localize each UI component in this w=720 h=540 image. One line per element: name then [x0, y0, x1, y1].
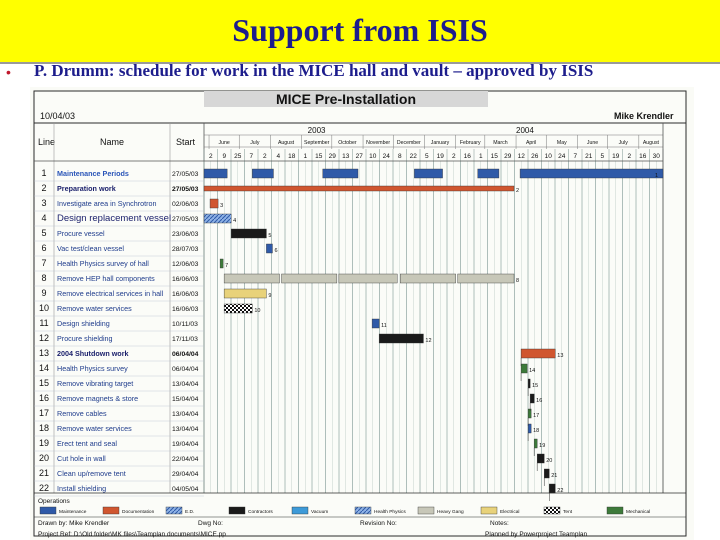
gantt-chart: [30, 87, 694, 540]
gantt-bar-row-17: [528, 409, 531, 418]
week-label: 2: [208, 153, 213, 160]
bar-end-label: 6: [274, 248, 278, 254]
gantt-bar-row-14: [521, 364, 527, 373]
bar-end-label: 2: [516, 188, 520, 194]
row-name: Remove electrical services in hall: [57, 289, 164, 298]
week-label: 18: [288, 153, 296, 160]
week-label: 5: [600, 153, 605, 160]
row-name: Remove HEP hall components: [57, 274, 155, 283]
row-name: Design shielding: [57, 319, 110, 328]
footer-planned-by: Planned by Powerproject Teamplan: [485, 531, 588, 538]
gantt-bar-row-9: [224, 289, 266, 298]
week-label: 1: [478, 153, 483, 160]
week-label: 4: [276, 153, 281, 160]
gantt-bar-row-3: [210, 199, 218, 208]
row-line-number: 18: [38, 423, 50, 433]
week-label: 24: [382, 153, 390, 160]
row-line-number: 13: [38, 348, 50, 358]
row-start-date: 27/05/03: [172, 186, 199, 193]
row-start-date: 16/06/03: [172, 306, 199, 313]
chart-author: Mike Krendler: [614, 111, 674, 121]
row-name: Remove water services: [57, 304, 132, 313]
bar-end-label: 17: [533, 413, 540, 419]
row-start-date: 10/11/03: [172, 321, 198, 328]
row-name: 2004 Shutdown work: [57, 349, 129, 358]
legend-section-label: Operations: [38, 498, 70, 505]
bar-end-label: 12: [425, 338, 432, 344]
week-label: 25: [234, 153, 242, 160]
month-label: June: [218, 140, 230, 146]
bar-end-label: 14: [529, 368, 536, 374]
year-label-2004: 2004: [516, 126, 534, 135]
row-name: Investigate area in Synchrotron: [57, 199, 157, 208]
row-start-date: 29/04/04: [172, 471, 199, 478]
legend-label: Tent: [563, 510, 573, 515]
gantt-bar-row-1: [478, 169, 499, 178]
row-name: Cut hole in wall: [57, 454, 106, 463]
week-label: 30: [652, 153, 660, 160]
legend-label: Documentation: [122, 510, 155, 515]
row-line-number: 6: [41, 243, 47, 253]
bar-end-label: 19: [539, 443, 546, 449]
row-line-number: 21: [38, 468, 50, 478]
week-label: 21: [585, 153, 593, 160]
slide-title: Support from ISIS: [232, 12, 488, 48]
legend-swatch: [292, 507, 308, 514]
month-label: July: [250, 140, 260, 146]
week-label: 22: [409, 153, 417, 160]
gantt-bar-row-1: [252, 169, 273, 178]
row-name: Maintenance Periods: [57, 169, 129, 178]
bar-end-label: 16: [536, 398, 543, 404]
column-header-name: Name: [100, 137, 125, 147]
title-bar: [0, 0, 720, 64]
row-start-date: 22/04/04: [172, 456, 199, 463]
bar-end-label: 15: [532, 383, 539, 389]
gantt-bar-row-8: [400, 274, 455, 283]
bar-end-label: 9: [268, 293, 272, 299]
gantt-bar-row-5: [231, 229, 266, 238]
legend-label: Heavy Gang: [437, 510, 464, 515]
gantt-bar-row-15: [528, 379, 530, 388]
row-start-date: 16/06/03: [172, 291, 199, 298]
row-start-date: 27/05/03: [172, 216, 199, 223]
month-label: December: [396, 140, 421, 146]
month-label: September: [304, 140, 330, 146]
gantt-bar-row-1: [520, 169, 663, 178]
row-start-date: 13/04/04: [172, 411, 199, 418]
column-header-start: Start: [176, 137, 196, 147]
row-name: Procure vessel: [57, 229, 105, 238]
gantt-bar-row-20: [537, 454, 544, 463]
bar-end-label: 10: [254, 308, 261, 314]
row-name: Health Physics survey: [57, 364, 128, 373]
month-label: June: [586, 140, 599, 146]
month-label: July: [618, 140, 628, 146]
row-line-number: 14: [38, 363, 50, 373]
week-label: 10: [544, 153, 552, 160]
row-line-number: 17: [38, 408, 50, 418]
legend-label: Contractors: [248, 510, 273, 515]
bar-end-label: 4: [233, 218, 237, 224]
chart-title: MICE Pre-Installation: [275, 91, 417, 107]
bar-end-label: 7: [225, 263, 229, 269]
week-label: 26: [531, 153, 539, 160]
gantt-bar-row-2: [204, 186, 514, 191]
gantt-bar-row-6: [266, 244, 272, 253]
month-label: May: [556, 140, 567, 146]
row-start-date: 16/06/03: [172, 276, 199, 283]
row-name: Vac test/clean vessel: [57, 244, 124, 253]
gantt-bar-row-1: [204, 169, 227, 178]
month-label: April: [525, 140, 537, 146]
row-start-date: 04/05/04: [172, 486, 199, 493]
row-line-number: 4: [41, 213, 47, 223]
row-start-date: 17/11/03: [172, 336, 198, 343]
week-label: 1: [303, 153, 308, 160]
bar-end-label: 21: [551, 473, 558, 479]
legend-label: Electrical: [500, 510, 520, 515]
month-label: November: [366, 140, 391, 146]
bar-end-label: 11: [381, 323, 387, 329]
row-start-date: 15/04/04: [172, 396, 199, 403]
week-label: 19: [612, 153, 620, 160]
legend-swatch: [40, 507, 56, 514]
row-name: Health Physics survey of hall: [57, 259, 149, 268]
gantt-bar-row-8: [458, 274, 514, 283]
gantt-bar-row-1: [414, 169, 442, 178]
row-name: Remove magnets & store: [57, 394, 139, 403]
gantt-bar-row-8: [282, 274, 337, 283]
row-name: Clean up/remove tent: [57, 469, 126, 478]
row-start-date: 23/06/03: [172, 231, 199, 238]
footer-drawn-by: Drawn by: Mike Krendler: [38, 520, 110, 527]
bar-end-label: 18: [533, 428, 540, 434]
week-label: 5: [424, 153, 429, 160]
row-name: Erect tent and seal: [57, 439, 117, 448]
row-line-number: 12: [38, 333, 50, 343]
legend-swatch: [418, 507, 434, 514]
row-name: Remove water services: [57, 424, 132, 433]
row-start-date: 27/05/03: [172, 171, 199, 178]
week-label: 15: [490, 153, 498, 160]
week-label: 29: [504, 153, 512, 160]
gantt-bar-row-8: [339, 274, 397, 283]
month-label: February: [459, 140, 481, 146]
week-label: 19: [436, 153, 444, 160]
row-line-number: 16: [38, 393, 50, 403]
legend-swatch: [544, 507, 560, 514]
row-start-date: 12/06/03: [172, 261, 199, 268]
legend-label: Mechanical: [626, 510, 651, 515]
week-label: 15: [315, 153, 323, 160]
month-label: October: [338, 140, 357, 146]
row-line-number: 9: [41, 288, 47, 298]
row-line-number: 20: [38, 453, 50, 463]
year-label-2003: 2003: [307, 126, 326, 135]
gantt-bar-row-8: [224, 274, 279, 283]
legend-label: Vacuum: [311, 510, 329, 515]
row-line-number: 19: [38, 438, 50, 448]
row-line-number: 10: [38, 303, 50, 313]
gantt-bar-row-1: [323, 169, 358, 178]
week-label: 12: [517, 153, 525, 160]
legend-swatch: [229, 507, 245, 514]
legend-swatch: [355, 507, 371, 514]
bar-end-label: 13: [557, 353, 564, 359]
footer-notes: Notes:: [490, 520, 509, 527]
row-name: Preparation work: [57, 184, 116, 193]
gantt-svg: [30, 87, 694, 540]
week-label: 27: [355, 153, 363, 160]
month-label: August: [277, 140, 295, 146]
week-label: 24: [558, 153, 566, 160]
legend-swatch: [607, 507, 623, 514]
row-line-number: 11: [39, 318, 49, 328]
legend-swatch: [481, 507, 497, 514]
row-start-date: 13/04/04: [172, 426, 199, 433]
bar-end-label: 5: [268, 233, 272, 239]
row-start-date: 13/04/04: [172, 381, 199, 388]
legend-label: Health Physics: [374, 510, 406, 515]
gantt-bar-row-16: [530, 394, 534, 403]
row-line-number: 2: [41, 183, 47, 193]
legend-swatch: [103, 507, 119, 514]
row-start-date: 28/07/03: [172, 246, 199, 253]
gantt-bar-row-13: [521, 349, 555, 358]
footer-revision: Revision No:: [360, 520, 397, 527]
gantt-bar-row-21: [544, 469, 549, 478]
week-label: 16: [639, 153, 647, 160]
bar-end-label: 20: [546, 458, 553, 464]
gantt-bar-row-11: [372, 319, 379, 328]
row-name: Install shielding: [57, 484, 107, 493]
gantt-bar-row-4: [204, 214, 231, 223]
gantt-bar-row-10: [224, 304, 252, 313]
legend-label: Maintenance: [59, 510, 87, 515]
week-label: 7: [573, 153, 578, 160]
row-line-number: 8: [41, 273, 47, 283]
row-start-date: 06/04/04: [172, 351, 199, 358]
gantt-bar-row-19: [534, 439, 537, 448]
bar-end-label: 8: [516, 278, 520, 284]
row-line-number: 3: [41, 198, 47, 208]
bar-end-label: 3: [220, 203, 224, 209]
week-label: 2: [627, 153, 632, 160]
week-label: 8: [397, 153, 402, 160]
week-label: 9: [222, 153, 227, 160]
row-start-date: 02/06/03: [172, 201, 199, 208]
footer-project-ref: Project Ref: D:\Old folder\MK files\Teamplan documents\MICE.pp: [38, 531, 226, 538]
row-name: Procure shielding: [57, 334, 113, 343]
week-label: 7: [249, 153, 254, 160]
bar-end-label: 22: [557, 488, 564, 494]
bar-end-label: 1: [655, 173, 659, 179]
column-header-line: Line: [38, 137, 56, 147]
slide-subtitle: P. Drumm: schedule for work in the MICE hall and vault – approved by ISIS: [34, 61, 594, 80]
row-line-number: 7: [41, 258, 47, 268]
week-label: 13: [342, 153, 350, 160]
row-line-number: 1: [41, 168, 47, 178]
week-label: 2: [262, 153, 267, 160]
week-label: 16: [463, 153, 471, 160]
week-label: 10: [369, 153, 377, 160]
week-label: 2: [451, 153, 456, 160]
chart-date: 10/04/03: [40, 111, 76, 121]
row-line-number: 15: [38, 378, 50, 388]
legend-swatch: [166, 507, 182, 514]
footer-dwg-no: Dwg No:: [198, 520, 223, 527]
gantt-bar-row-18: [528, 424, 531, 433]
month-label: August: [642, 140, 659, 146]
month-label: March: [493, 140, 508, 146]
gantt-bar-row-7: [220, 259, 223, 268]
row-line-number: 5: [41, 228, 47, 238]
gantt-bar-row-12: [379, 334, 423, 343]
gantt-bar-row-22: [549, 484, 555, 493]
week-label: 29: [328, 153, 336, 160]
row-name: Remove vibrating target: [57, 379, 134, 388]
row-line-number: 22: [38, 483, 50, 493]
row-name: Remove cables: [57, 409, 107, 418]
row-start-date: 06/04/04: [172, 366, 199, 373]
bullet-marker: •: [6, 64, 11, 80]
month-label: January: [430, 140, 450, 146]
row-start-date: 19/04/04: [172, 441, 199, 448]
row-name: Design replacement vessel: [57, 213, 172, 224]
legend-label: E.D.: [185, 510, 195, 515]
